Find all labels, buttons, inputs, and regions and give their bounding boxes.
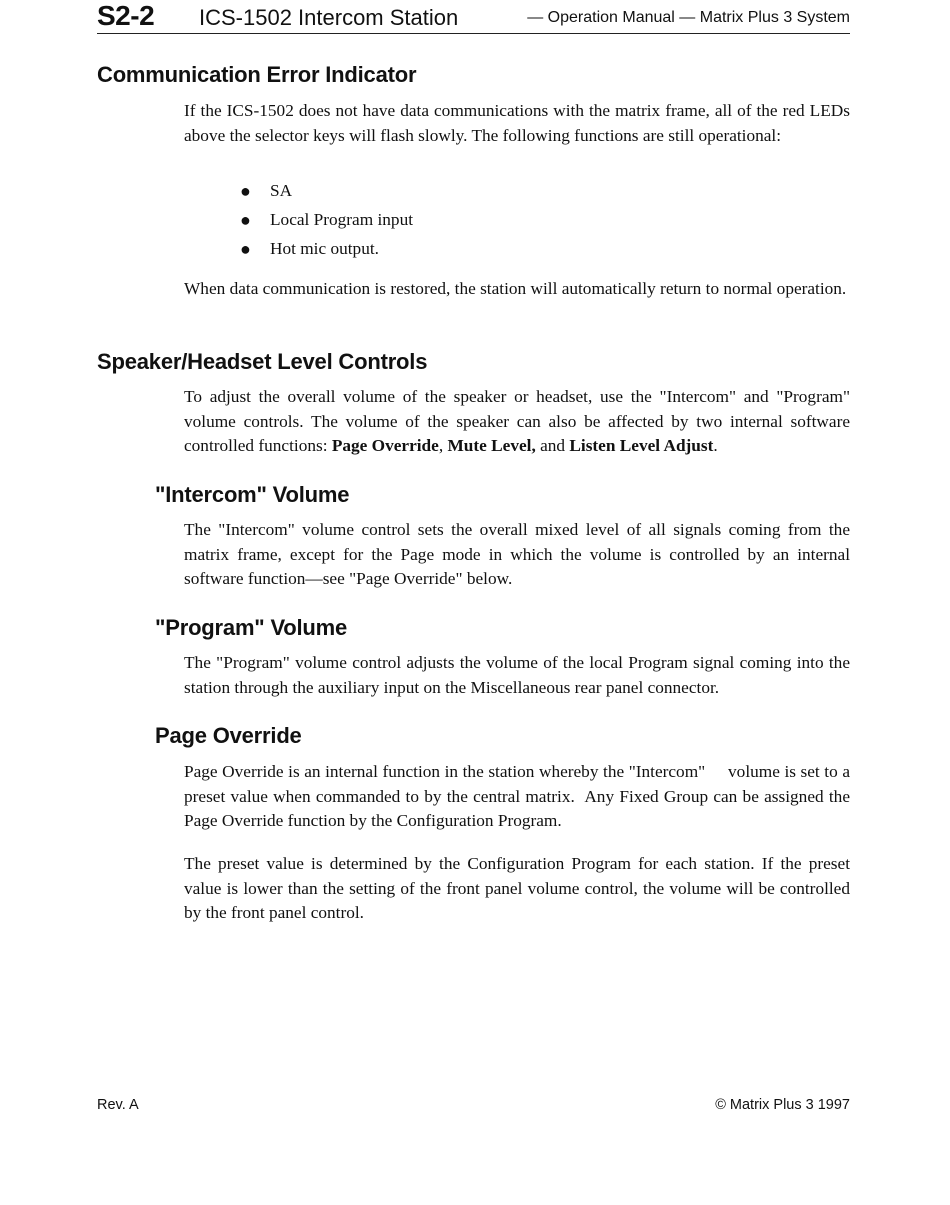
page-header	[97, 0, 850, 34]
list-item-text: SA	[270, 181, 293, 200]
list-item-text: Hot mic output.	[270, 239, 379, 258]
term-page-override: Page Override	[331, 436, 439, 455]
heading-program-volume: "Program" Volume	[155, 615, 348, 640]
sentence-end: .	[713, 436, 718, 455]
paragraph-page-override-2: The preset value is determined by the Configuration Program for each station. If the preset value is lower than the setting of the front panel volume control, the volume will be controlled by the front panel control.	[184, 854, 850, 922]
paragraph-page-override-1: Page Override is an internal function in the station whereby the "Intercom" volume is set to a preset value when commanded to by the central matrix. Any Fixed Group can be assigned the Page Override function by the Configuration Program.	[184, 762, 855, 830]
heading-communication-error: Communication Error Indicator	[97, 62, 417, 87]
paragraph-level-controls	[184, 385, 850, 459]
product-title: ICS-1502 Intercom Station	[199, 5, 459, 30]
footer-copyright: © Matrix Plus 3 1997	[715, 1097, 850, 1113]
section-number: S2-2	[97, 0, 155, 31]
heading-page-override: Page Override	[155, 723, 302, 748]
paragraph-program-volume: The "Program" volume control adjusts the volume of the local Program signal coming into the station through the auxiliary input on the Miscellaneous rear panel connector.	[184, 653, 850, 697]
bullet-icon: ●	[240, 210, 251, 230]
bullet-icon: ●	[240, 181, 251, 201]
level-controls-text: To adjust the overall volume of the speaker or headset, use the "Intercom" and "Program" volume controls. The volume of the speaker can also be affected by two internal software controlled functions:	[184, 387, 850, 455]
separator-text: and	[535, 436, 570, 455]
term-listen-level-adjust: Listen Level Adjust	[569, 436, 714, 455]
separator-text: ,	[438, 436, 448, 455]
paragraph-intercom-volume: The "Intercom" volume control sets the overall mixed level of all signals coming from the matrix frame, except for the Page mode in which the volume is controlled by an internal software function—see "Page Override" below.	[184, 520, 850, 588]
list-item-text: Local Program input	[270, 210, 414, 229]
heading-intercom-volume: "Intercom" Volume	[155, 482, 350, 507]
footer-revision: Rev. A	[97, 1097, 139, 1113]
term-mute-level: Mute Level,	[447, 436, 536, 455]
paragraph-comm-error-intro: If the ICS-1502 does not have data communications with the matrix frame, all of the red LEDs above the selector keys will flash slowly. The following functions are still operational:	[184, 101, 850, 145]
paragraph-comm-error-outro: When data communication is restored, the station will automatically return to normal operation.	[184, 279, 847, 298]
bullet-icon: ●	[240, 239, 251, 259]
heading-level-controls: Speaker/Headset Level Controls	[97, 349, 428, 374]
manual-title: — Operation Manual — Matrix Plus 3 System	[527, 9, 850, 26]
